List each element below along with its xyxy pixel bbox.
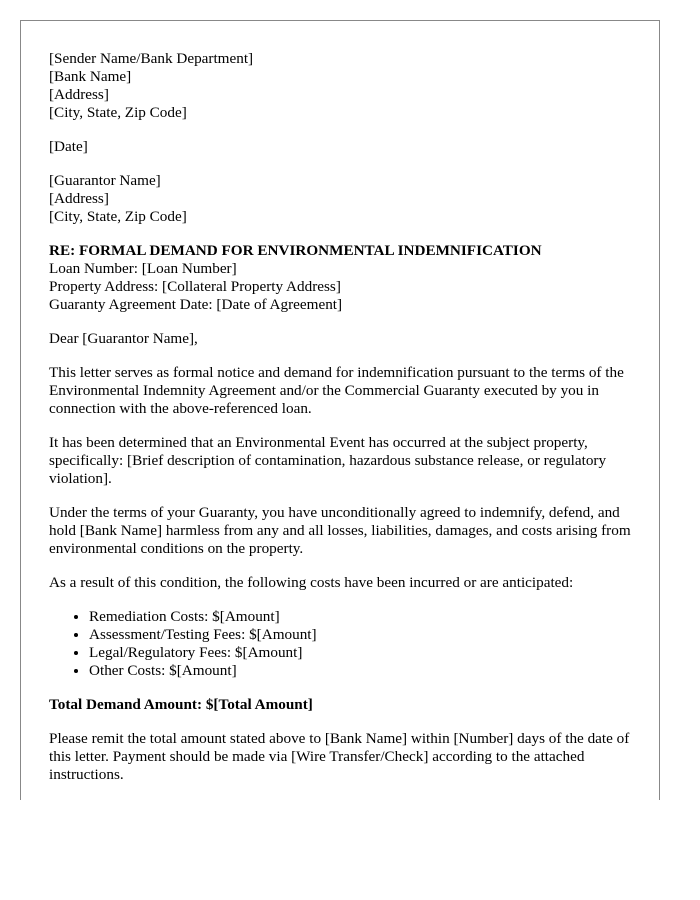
recipient-address-line: [Address] [49, 190, 109, 207]
sender-address-line: [Address] [49, 86, 109, 103]
paragraph-event: It has been determined that an Environmental Event has occurred at the subject property, specifically: [Brief description of contamination, hazardous substance release, or regulatory violation]. [49, 434, 607, 487]
letter-page [20, 20, 660, 800]
property-address-line: Property Address: [Collateral Property Address] [49, 278, 341, 295]
paragraph-remittance: Please remit the total amount stated above to [Bank Name] within [Number] days of the date of this letter. Payment should be made via [Wire Transfer/Check] according to the attached instructions. [49, 730, 630, 783]
sender-name-line: [Sender Name/Bank Department] [49, 50, 254, 67]
loan-number-line: Loan Number: [Loan Number] [49, 260, 237, 277]
costs-list [49, 608, 639, 680]
paragraph-guaranty-terms: Under the terms of your Guaranty, you have unconditionally agreed to indemnify, defend, and hold [Bank Name] harmless from any and all losses, liabilities, damages, and costs arising from environmental conditions on the property. [49, 504, 631, 557]
recipient-address [49, 172, 639, 226]
recipient-name-line: [Guarantor Name] [49, 172, 161, 189]
paragraph-notice: This letter serves as formal notice and demand for indemnification pursuant to the terms of the Environmental Indemnity Agreement and/or the Commercial Guaranty executed by you in connection with the above-referenced loan. [49, 364, 624, 417]
cost-item-assessment: • Assessment/Testing Fees: $[Amount] [89, 626, 639, 644]
letter-date: [Date] [49, 138, 88, 155]
letter-body [49, 50, 639, 800]
cost-item-remediation: • Remediation Costs: $[Amount] [89, 608, 639, 626]
total-demand-amount: Total Demand Amount: $[Total Amount] [49, 696, 313, 713]
cost-item-legal: • Legal/Regulatory Fees: $[Amount] [89, 644, 639, 662]
paragraph-costs-intro: As a result of this condition, the following costs have been incurred or are anticipated: [49, 574, 574, 591]
sender-city-line: [City, State, Zip Code] [49, 104, 187, 121]
sender-bank-line: [Bank Name] [49, 68, 132, 85]
subject-block [49, 242, 639, 314]
recipient-city-line: [City, State, Zip Code] [49, 208, 187, 225]
agreement-date-line: Guaranty Agreement Date: [Date of Agreement] [49, 296, 343, 313]
salutation: Dear [Guarantor Name], [49, 330, 198, 347]
subject-title: RE: FORMAL DEMAND FOR ENVIRONMENTAL INDEMNIFICATION [49, 242, 542, 259]
cost-item-other: • Other Costs: $[Amount] [89, 662, 639, 680]
sender-address [49, 50, 639, 122]
